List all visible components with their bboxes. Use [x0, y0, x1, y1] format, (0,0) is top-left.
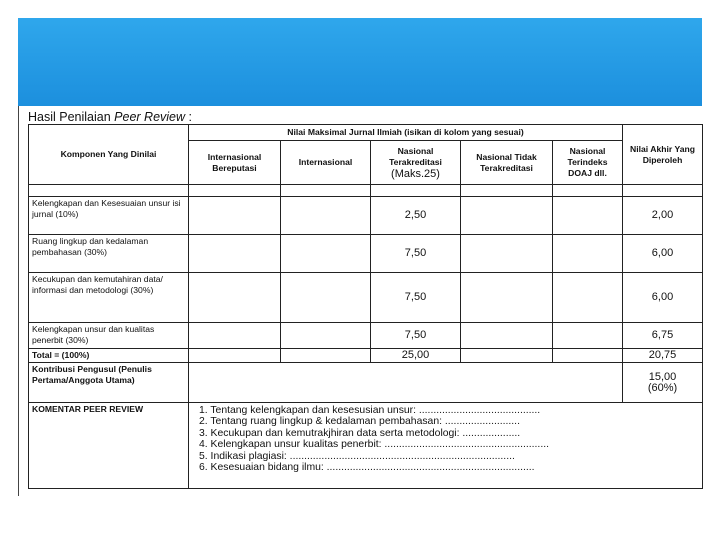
table-row	[29, 323, 703, 349]
row-nilai: 7,50	[371, 273, 461, 323]
header-nilai-akhir: Nilai Akhir Yang Diperoleh	[623, 125, 703, 185]
row-nilai: 2,50	[371, 197, 461, 235]
header-col-internasional-bereputasi: Internasional Bereputasi	[189, 141, 281, 185]
spacer-row	[29, 185, 703, 197]
header-col-internasional: Internasional	[281, 141, 371, 185]
row-akhir: 6,75	[623, 323, 703, 349]
kontribusi-akhir	[623, 363, 703, 403]
komentar-item: 3. Kecukupan dan kemutrakjhiran data serta metodologi: ....................	[199, 427, 521, 439]
total-row	[29, 349, 703, 363]
kontribusi-label: Kontribusi Pengusul (Penulis Pertama/Anggota Utama)	[29, 363, 189, 403]
komentar-label: KOMENTAR PEER REVIEW	[29, 403, 189, 489]
komentar-item: 5. Indikasi plagiasi: ..............................................................................	[199, 450, 515, 462]
page-title	[28, 110, 192, 124]
komentar-item: 6. Kesesuaian bidang ilmu: ........................................................................	[199, 462, 535, 474]
kontribusi-akhir-pct: (60%)	[647, 381, 678, 394]
title-prefix: Hasil Penilaian	[28, 110, 111, 124]
komentar-item: 1. Tentang kelengkapan dan kesesusian unsur: ..........................................	[199, 405, 541, 416]
row-nilai: 7,50	[371, 235, 461, 273]
kontribusi-akhir-value: 15,00	[648, 370, 677, 383]
row-komponen: Kelengkapan dan Kesesuaian unsur isi jurnal (10%)	[29, 197, 189, 235]
komentar-item: 4. Kelengkapan unsur kualitas penerbit: .........................................................	[199, 439, 549, 451]
row-komponen: Ruang lingkup dan kedalaman pembahasan (30%)	[29, 235, 189, 273]
total-label: Total = (100%)	[29, 349, 189, 363]
table-row	[29, 235, 703, 273]
header-komponen: Komponen Yang Dinilai	[29, 125, 189, 185]
header-col-nasional-terakreditasi	[371, 141, 461, 185]
header-col-nasional-tidak-terakreditasi: Nasional Tidak Terakreditasi	[461, 141, 553, 185]
title-suffix: :	[188, 110, 193, 124]
peer-review-table	[28, 124, 703, 489]
total-akhir: 20,75	[623, 349, 703, 363]
header-nilai-maksimal: Nilai Maksimal Jurnal Ilmiah (isikan di kolom yang sesuai)	[189, 125, 623, 141]
title-italic: Peer Review	[114, 110, 186, 124]
total-nilai: 25,00	[371, 349, 461, 363]
komentar-item: 2. Tentang ruang lingkup & kedalaman pembahasan: ..........................	[199, 416, 520, 428]
kontribusi-row	[29, 363, 703, 403]
header-maks: (Maks.25)	[391, 167, 440, 180]
header-col-nasional-terakreditasi-label: Nasional Terakreditasi	[389, 145, 442, 167]
row-nilai: 7,50	[371, 323, 461, 349]
table-row	[29, 197, 703, 235]
slide-left-border	[18, 106, 19, 496]
row-komponen: Kecukupan dan kemutahiran data/ informasi dan metodologi (30%)	[29, 273, 189, 323]
row-akhir: 2,00	[623, 197, 703, 235]
row-akhir: 6,00	[623, 235, 703, 273]
table-row	[29, 273, 703, 323]
row-akhir: 6,00	[623, 273, 703, 323]
row-komponen: Kelengkapan unsur dan kualitas penerbit (30%)	[29, 323, 189, 349]
header-banner	[18, 18, 702, 106]
header-col-nasional-terindeks: Nasional Terindeks DOAJ dll.	[553, 141, 623, 185]
komentar-list	[189, 403, 703, 489]
komentar-row	[29, 403, 703, 489]
